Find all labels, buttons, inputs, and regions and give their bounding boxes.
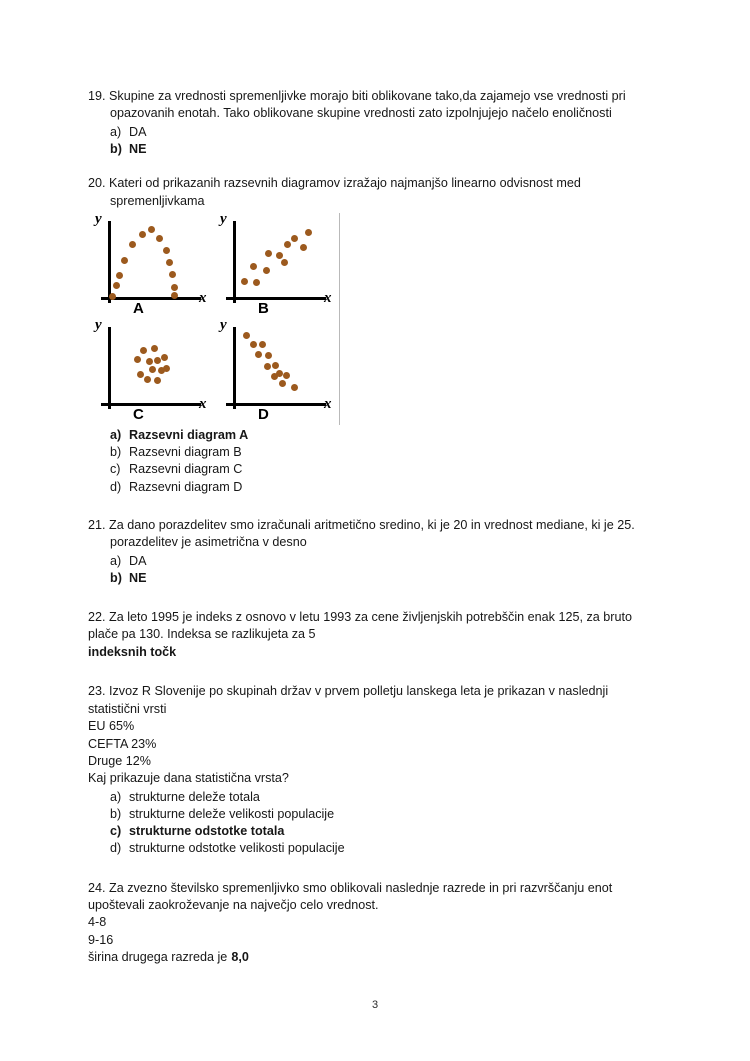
option-20-a[interactable] — [110, 427, 662, 444]
scatter-point — [271, 373, 278, 380]
scatter-point — [276, 252, 283, 259]
question-24 — [88, 880, 662, 967]
question-23-data-eu: EU 65% — [88, 719, 135, 734]
scatter-point — [243, 332, 250, 339]
option-19-a[interactable] — [110, 124, 662, 141]
question-24-text — [88, 880, 662, 915]
scatter-point — [255, 351, 262, 358]
option-20-d-letter: d) — [110, 479, 122, 494]
axis-label-y-d: y — [220, 317, 227, 334]
scatter-point — [151, 345, 158, 352]
question-23-options — [88, 789, 662, 858]
question-19 — [88, 88, 662, 158]
scatter-point — [241, 278, 248, 285]
option-19-a-label: DA — [129, 124, 147, 139]
option-19-b[interactable] — [110, 141, 662, 158]
scatter-point — [161, 354, 168, 361]
option-23-b-label: strukturne deleže velikosti populacije — [129, 806, 335, 821]
option-21-a[interactable] — [110, 553, 662, 570]
question-22-body: Za leto 1995 je indeks z osnovo v letu 1993 za cene življenjskih potrebščin enak 125, za bruto plače pa 130. Indeksa se razlikujeta za 5 — [88, 610, 632, 642]
question-20-options — [88, 427, 662, 496]
question-19-body: Skupine za vrednosti spremenljivke morajo biti oblikovane tako,da zajamejo vse vrednosti pri opazovanih enotah. Tako oblikovane skupine vrednosti zato izpolnjujejo načelo enoličnosti — [109, 89, 626, 121]
scatter-point — [300, 244, 307, 251]
question-19-text — [88, 88, 662, 123]
question-23-text — [88, 683, 662, 718]
question-19-number: 19. — [88, 89, 106, 103]
scatter-point — [139, 231, 146, 238]
question-23-sub-question: Kaj prikazuje dana statistična vrsta? — [88, 771, 289, 786]
option-19-b-label: NE — [129, 142, 147, 157]
scatter-point — [148, 226, 155, 233]
scatter-point — [129, 241, 136, 248]
question-20-body: Kateri od prikazanih razsevnih diagramov izražajo najmanjšo linearno odvisnost med spremenljivkama — [109, 176, 581, 208]
scatter-point — [264, 363, 271, 370]
scatter-point — [121, 257, 128, 264]
page-number: 3 — [371, 999, 379, 1011]
scatter-panel-b — [212, 213, 337, 319]
axis-label-y-c: y — [95, 317, 102, 334]
option-20-b-letter: b) — [110, 445, 122, 460]
scatter-point — [305, 229, 312, 236]
y-axis-c — [108, 327, 111, 409]
axis-label-y-a: y — [95, 211, 102, 228]
scatter-point — [116, 272, 123, 279]
option-21-a-label: DA — [129, 553, 147, 568]
question-23-body: Izvoz R Slovenije po skupinah držav v prvem polletju lanskega leta je prikazan v naslednji statistični vrsti — [88, 684, 609, 716]
scatter-point — [146, 358, 153, 365]
scatter-panel-d — [212, 319, 337, 425]
question-21-options — [88, 553, 662, 587]
question-24-answer-prefix: širina drugega razreda je — [88, 950, 228, 965]
option-23-b[interactable] — [110, 806, 662, 823]
option-20-b-label: Razsevni diagram B — [129, 445, 242, 460]
option-23-a-label: strukturne deleže totala — [129, 789, 260, 804]
option-23-d[interactable] — [110, 840, 662, 857]
question-24-answer-value: 8,0 — [231, 950, 249, 965]
question-21 — [88, 517, 662, 587]
scatter-point — [140, 347, 147, 354]
panel-title-d: D — [258, 406, 270, 424]
option-21-b[interactable] — [110, 570, 662, 587]
scatter-point — [169, 271, 176, 278]
option-23-d-label: strukturne odstotke velikosti populacije — [129, 841, 345, 856]
option-23-d-letter: d) — [110, 841, 122, 856]
scatter-point — [156, 235, 163, 242]
scatter-point — [291, 235, 298, 242]
option-20-c-letter: c) — [110, 462, 121, 477]
option-20-d[interactable] — [110, 479, 662, 496]
scatter-point — [272, 362, 279, 369]
page-content — [88, 88, 662, 984]
scatter-point — [149, 366, 156, 373]
axis-label-x-d: x — [324, 396, 332, 413]
axis-label-x-b: x — [324, 290, 332, 307]
question-24-class-2: 9-16 — [88, 932, 114, 947]
scatter-point — [284, 241, 291, 248]
question-22-answer: indeksnih točk — [88, 644, 177, 659]
question-21-number: 21. — [88, 517, 106, 532]
scatter-point — [163, 247, 170, 254]
scatter-point — [154, 377, 161, 384]
scatter-point — [265, 250, 272, 257]
scatter-point — [283, 372, 290, 379]
scatter-point — [263, 267, 270, 274]
axis-label-x-c: x — [199, 396, 207, 413]
question-24-answer-row — [88, 949, 662, 966]
option-20-d-label: Razsevni diagram D — [129, 479, 243, 494]
option-19-a-letter: a) — [110, 124, 122, 139]
question-23-data-cefta: CEFTA 23% — [88, 736, 157, 751]
question-19-options — [88, 124, 662, 158]
scatter-point — [253, 279, 260, 286]
question-21-body: Za dano porazdelitev smo izračunali aritmetično sredino, ki je 20 in vrednost mediane, ki je 25. porazdelitev je asimetrična v desno — [109, 517, 635, 550]
question-23-data-druge: Druge 12% — [88, 753, 152, 768]
option-23-a-letter: a) — [110, 789, 122, 804]
option-20-c-label: Razsevni diagram C — [129, 462, 243, 477]
question-24-body: Za zvezno številsko spremenljivko smo oblikovali naslednje razrede in pri razvrščanju enot upoštevali zaokroževanje na največjo celo vrednost. — [88, 880, 613, 912]
option-20-a-label: Razsevni diagram A — [129, 428, 249, 443]
option-23-b-letter: b) — [110, 806, 122, 821]
y-axis-d — [233, 327, 236, 409]
scatter-panel-a — [87, 213, 212, 319]
scatter-point — [291, 384, 298, 391]
x-axis-a — [101, 297, 201, 300]
option-20-a-letter: a) — [110, 428, 122, 443]
scatter-panel-c — [87, 319, 212, 425]
scatter-point — [250, 341, 257, 348]
scatter-point — [265, 352, 272, 359]
axis-label-x-a: x — [199, 290, 207, 307]
y-axis-a — [108, 221, 111, 303]
question-20 — [88, 175, 662, 496]
option-21-b-label: NE — [129, 570, 147, 585]
option-20-c[interactable] — [110, 461, 662, 478]
scatter-point — [279, 380, 286, 387]
scatter-point — [137, 371, 144, 378]
scatter-point — [281, 259, 288, 266]
x-axis-d — [226, 403, 326, 406]
scatter-point — [144, 376, 151, 383]
y-axis-b — [233, 221, 236, 303]
question-20-text — [88, 175, 662, 210]
option-23-c[interactable] — [110, 823, 662, 840]
option-23-c-letter: c) — [110, 824, 122, 839]
option-23-a[interactable] — [110, 789, 662, 806]
question-21-text — [88, 517, 662, 552]
option-20-b[interactable] — [110, 444, 662, 461]
page-footer — [0, 999, 750, 1011]
panel-title-b: B — [258, 300, 270, 318]
scatter-point — [259, 341, 266, 348]
scatter-point — [134, 356, 141, 363]
question-22-text — [88, 609, 662, 644]
scatter-point — [113, 282, 120, 289]
option-23-c-label: strukturne odstotke totala — [129, 824, 285, 839]
scatter-point — [166, 259, 173, 266]
scatter-point — [250, 263, 257, 270]
question-22 — [88, 609, 662, 661]
question-24-class-1: 4-8 — [88, 915, 107, 930]
axis-label-y-b: y — [220, 211, 227, 228]
question-23 — [88, 683, 662, 857]
question-24-number: 24. — [88, 880, 106, 895]
scatter-point — [163, 365, 170, 372]
question-22-number: 22. — [88, 610, 106, 625]
x-axis-c — [101, 403, 201, 406]
panel-title-a: A — [133, 300, 145, 318]
option-19-b-letter: b) — [110, 142, 122, 157]
option-21-b-letter: b) — [110, 570, 122, 585]
option-21-a-letter: a) — [110, 553, 122, 568]
question-23-number: 23. — [88, 684, 106, 699]
x-axis-b — [226, 297, 326, 300]
panel-title-c: C — [133, 406, 145, 424]
scatter-diagram-figure — [87, 213, 340, 425]
question-20-number: 20. — [88, 176, 106, 191]
scatter-point — [171, 284, 178, 291]
